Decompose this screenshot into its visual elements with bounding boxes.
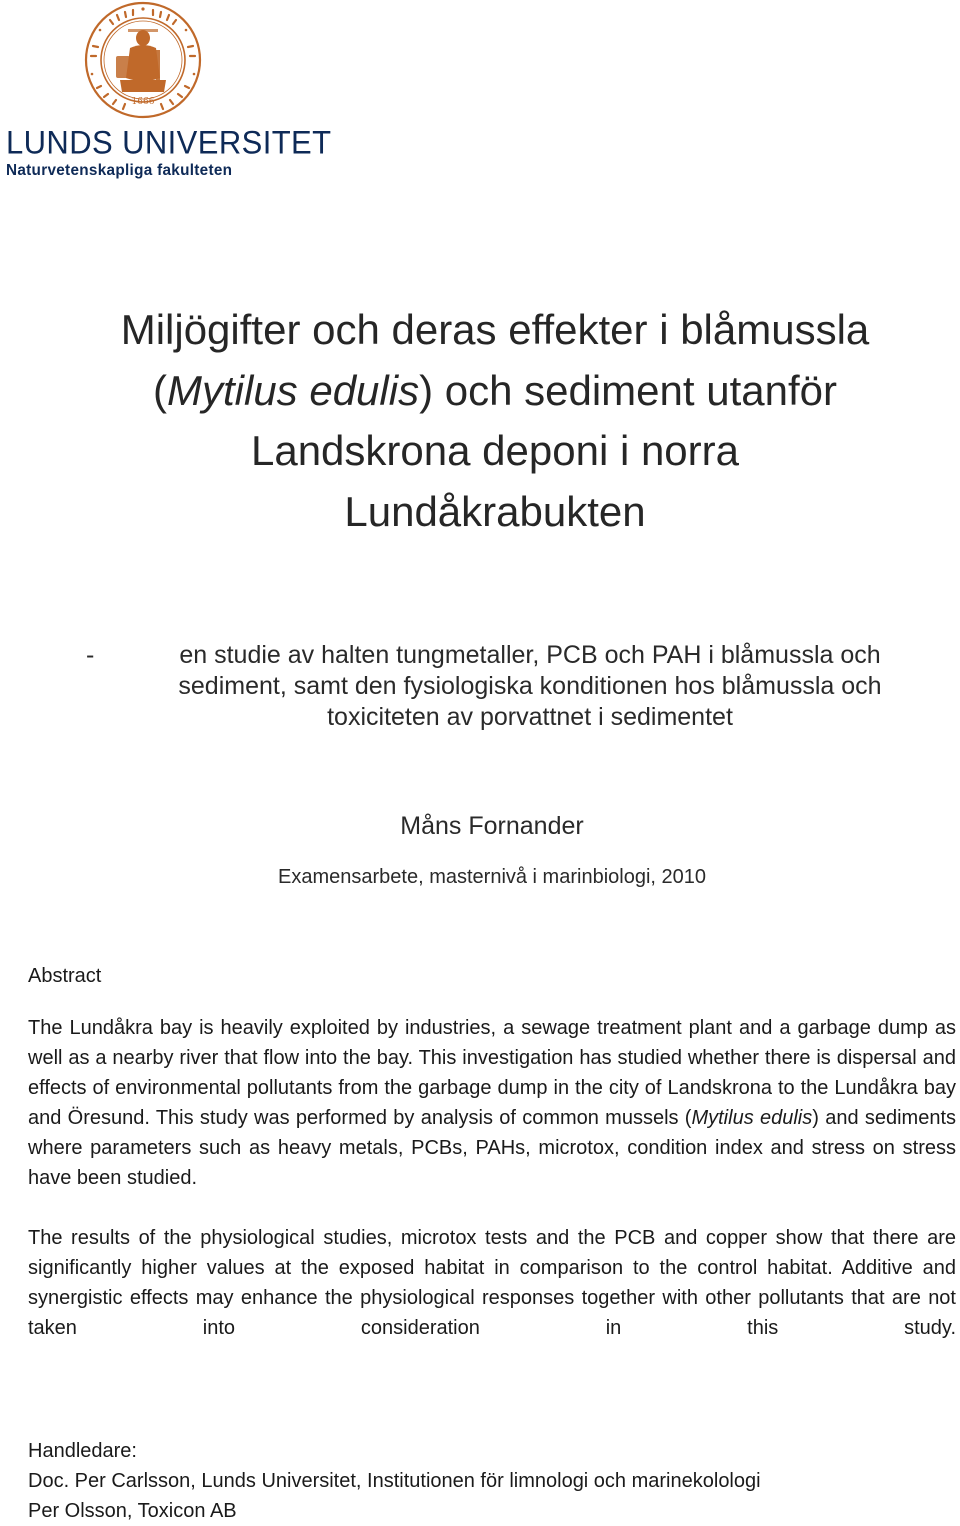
abstract-heading: Abstract [28, 965, 102, 987]
subtitle-line-3: toxiciteten av porvattnet i sedimentet [327, 703, 733, 731]
abstract-paragraph-2: The results of the physiological studies, microtox tests and the PCB and copper show that there are significantly higher values at the exposed habitat in comparison to the control habitat. Additive and synergistic effects may enhance the physiological responses together with other pollutants that are not taken into consideration in this study. [28, 1227, 956, 1339]
title-line-3: Landskrona deponi i norra [250, 427, 739, 474]
subtitle-line-2: sediment, samt den fysiologiska konditionen hos blåmussla och [178, 672, 882, 700]
thesis-type: Examensarbete, masternivå i marinbiologi, 2010 [278, 866, 706, 888]
supervisor-1: Doc. Per Carlsson, Lunds Universitet, Institutionen för limnologi och marinekolologi [28, 1470, 761, 1492]
wordmark [6, 123, 332, 179]
title-paren-open: ( [153, 366, 167, 414]
abstract-species: Mytilus edulis [691, 1107, 813, 1129]
abstract-p1-start: The Lundåkra bay is heavily exploited by industries, a sewage treatment plant and a garbage dump as well as a nearby river that flow into the bay. This investigation has studied whether there is dispersal and effects of environmental pollutants from the garbage dump in the city of Landskrona to the Lundåkra bay and Öresund. This study was performed by analysis of common mussels ( [28, 1017, 956, 1129]
supervisor-2: Per Olsson, Toxicon AB [28, 1500, 237, 1522]
thesis-title [20, 300, 960, 542]
supervisors [28, 1436, 761, 1526]
university-name: LUNDS UNIVERSITET [6, 123, 332, 161]
author-name: Måns Fornander [400, 812, 584, 840]
abstract-p1-end: ) and sediments where parameters such as heavy metals, PCBs, PAHs, microtox, condition index and stress on stress have been studied. [28, 1107, 957, 1189]
university-seal-icon [80, 0, 206, 120]
thesis-subtitle [86, 640, 946, 733]
title-line-1: Miljögifter och deras effekter i blåmussla [120, 306, 870, 353]
subtitle-dash: - [86, 641, 95, 669]
title-species: Mytilus edulis [167, 366, 420, 414]
abstract-paragraph-1 [28, 1013, 956, 1193]
supervisors-heading: Handledare: [28, 1440, 137, 1462]
title-line-2-rest: ) och sediment utanför [419, 366, 837, 414]
subtitle-line-1: en studie av halten tungmetaller, PCB och PAH i blåmussla och [179, 641, 881, 669]
title-line-4: Lundåkrabukten [344, 487, 646, 535]
seal-year: 1666 [131, 97, 155, 107]
title-line-2 [20, 361, 960, 422]
faculty-name: Naturvetenskapliga fakulteten [6, 162, 233, 179]
abstract-body [28, 1013, 956, 1343]
